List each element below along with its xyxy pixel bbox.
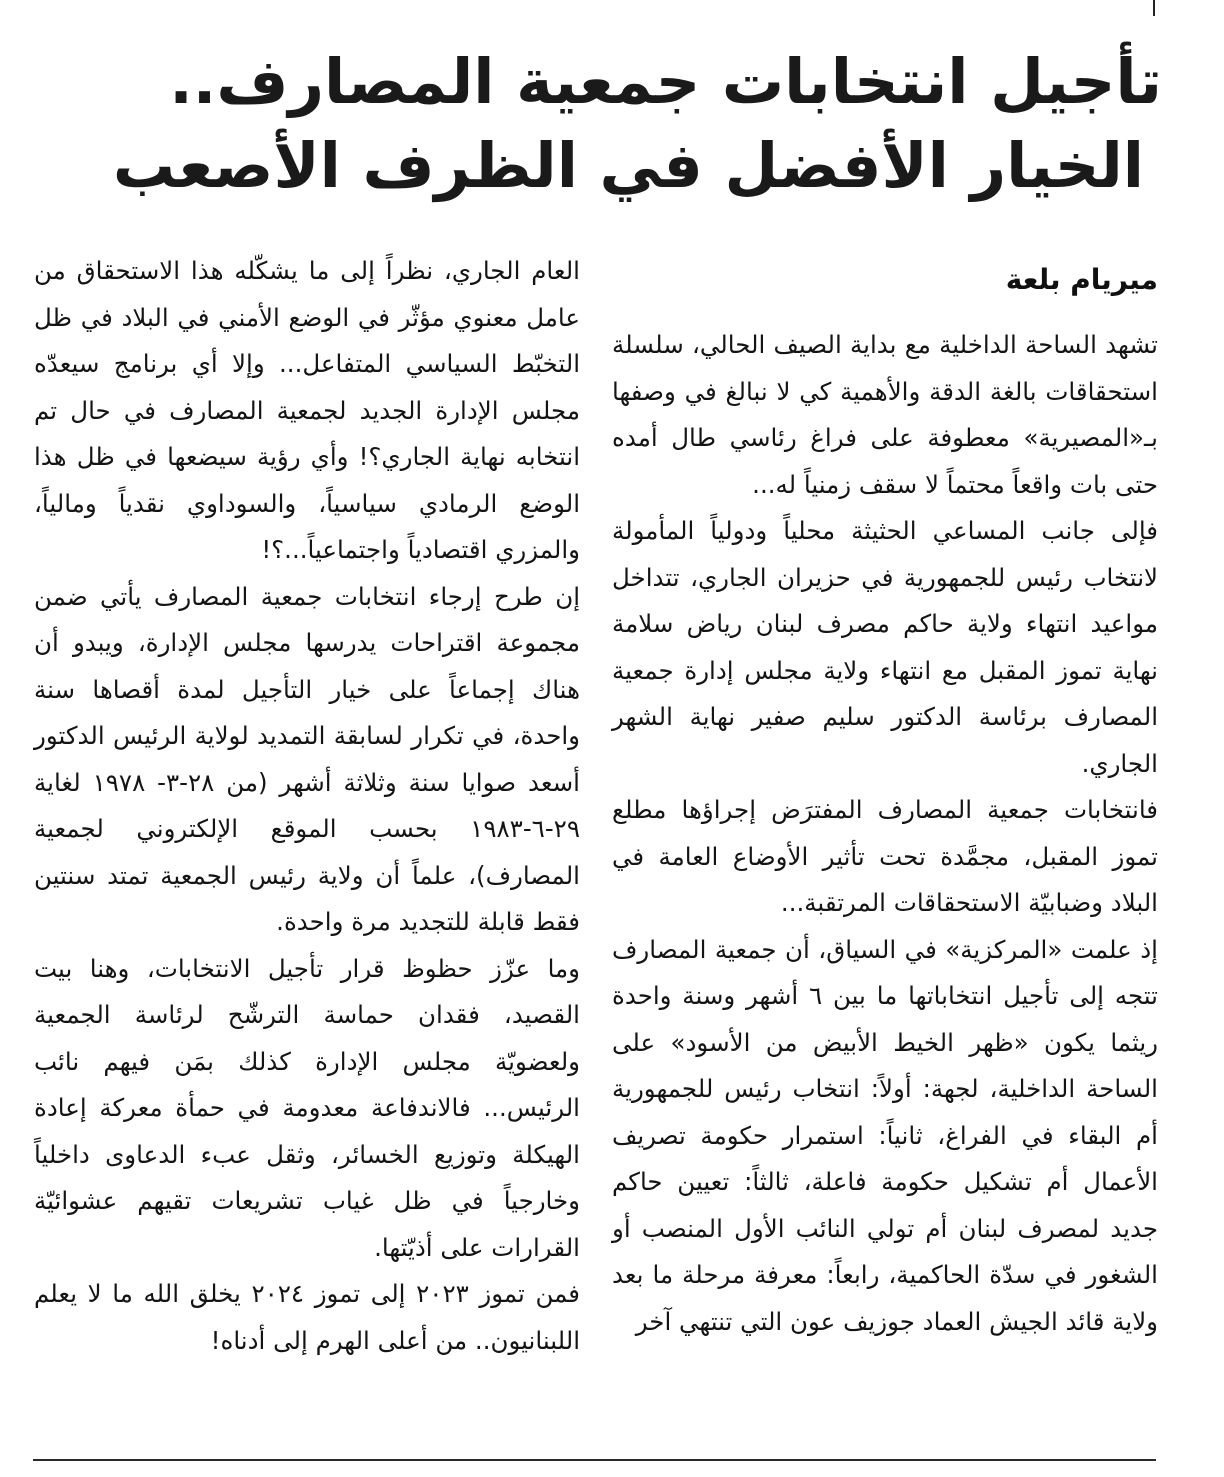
paragraph: تشهد الساحة الداخلية مع بداية الصيف الحالي، سلسلة استحقاقات بالغة الدقة والأهمية كي لا نبالغ في وصفها بـ«المصيرية» معطوفة على فراغ رئاسي طال أمده حتى بات واقعاً محتماً لا سقف زمنياً له... [612,330,1158,499]
paragraph: إن طرح إرجاء انتخابات جمعية المصارف يأتي ضمن مجموعة اقتراحات يدرسها مجلس الإدارة، ويبدو أن هناك إجماعاً على خيار التأجيل لمدة أقصاها سنة واحدة، في تكرار لسابقة التمديد لولاية الرئيس الدكتور أسعد صوايا سنة وثلاثة أشهر (من ٢٨-٣- ١٩٧٨ لغاية ٢٩-٦-١٩٨٣ بحسب الموقع الإلكتروني لجمعية المصارف)، علماً أن ولاية رئيس الجمعية تمتد سنتين فقط قابلة للتجديد مرة واحدة. [34,581,580,936]
paragraph: فمن تموز ٢٠٢٣ إلى تموز ٢٠٢٤ يخلق الله ما لا يعلم اللبنانيون.. من أعلى الهرم إلى أدناه! [34,1279,581,1355]
paragraph: إذ علمت «المركزية» في السياق، أن جمعية المصارف تتجه إلى تأجيل انتخاباتها ما بين ٦ أشهر وسنة واحدة ريثما يكون «ظهر الخيط الأبيض من الأسود» على الساحة الداخلية، لجهة: أولاً: انتخاب رئيس للجمهورية أم البقاء في الفراغ، ثانياً: استمرار حكومة تصريف الأعمال أم تشكيل حكومة فاعلة، ثالثاً: تعيين حاكم جديد لمصرف لبنان أم تولي النائب الأول المنصب أو الشغور في سدّة الحاكمية، رابعاً: معرفة مرحلة ما بعد ولاية قائد الجيش العماد جوزيف عون التي تنتهي آخر [612,934,1158,1336]
headline-line-2: الخيار الأفضل في الظرف الأصعب [112,129,1144,202]
author-byline: ميريام بلعة [1005,263,1158,296]
paragraph: العام الجاري، نظراً إلى ما يشكّله هذا الاستحقاق من عامل معنوي مؤثّر في الوضع الأمني في البلاد في ظل التخبّط السياسي المتفاعل... وإلا أي برنامج سيعدّه مجلس الإدارة الجديد لجمعية المصارف في حال تم انتخابه نهاية الجاري؟! وأي رؤية سيضعها في ظل هذا الوضع الرمادي سياسياً، والسوداوي نقدياً ومالياً، والمزري اقتصادياً واجتماعياً...؟! [34,256,580,564]
top-margin-tick [1153,0,1155,16]
article-column-right [612,248,1158,1345]
headline [40,40,1162,208]
paragraph: فإلى جانب المساعي الحثيثة محلياً ودولياً المأمولة لانتخاب رئيس للجمهورية في حزيران الجاري، تتداخل مواعيد انتهاء ولاية حاكم مصرف لبنان رياض سلامة نهاية تموز المقبل مع انتهاء ولاية مجلس إدارة جمعية المصارف برئاسة الدكتور سليم صفير نهاية الشهر الجاري. [612,516,1158,778]
paragraph: وما عزّز حظوظ قرار تأجيل الانتخابات، وهنا بيت القصيد، فقدان حماسة الترشّح لرئاسة الجمعية ولعضويّة مجلس الإدارة كذلك بمَن فيهم نائب الرئيس... فالاندفاعة معدومة في حمأة معركة إعادة الهيكلة وتوزيع الخسائر، وثقل عبء الدعاوى داخلياً وخارجياً في ظل غياب تشريعات تقيهم عشوائيّة القرارات على أذيّتها. [34,953,580,1262]
headline-line-1: تأجيل انتخابات جمعية المصارف.. [169,45,1162,118]
bottom-divider [33,1459,1156,1461]
paragraph: فانتخابات جمعية المصارف المفترَض إجراؤها مطلع تموز المقبل، مجمَّدة تحت تأثير الأوضاع العامة في البلاد وضبابيّة الاستحقاقات المرتقبة... [612,795,1158,917]
article-column-left [34,248,580,1364]
